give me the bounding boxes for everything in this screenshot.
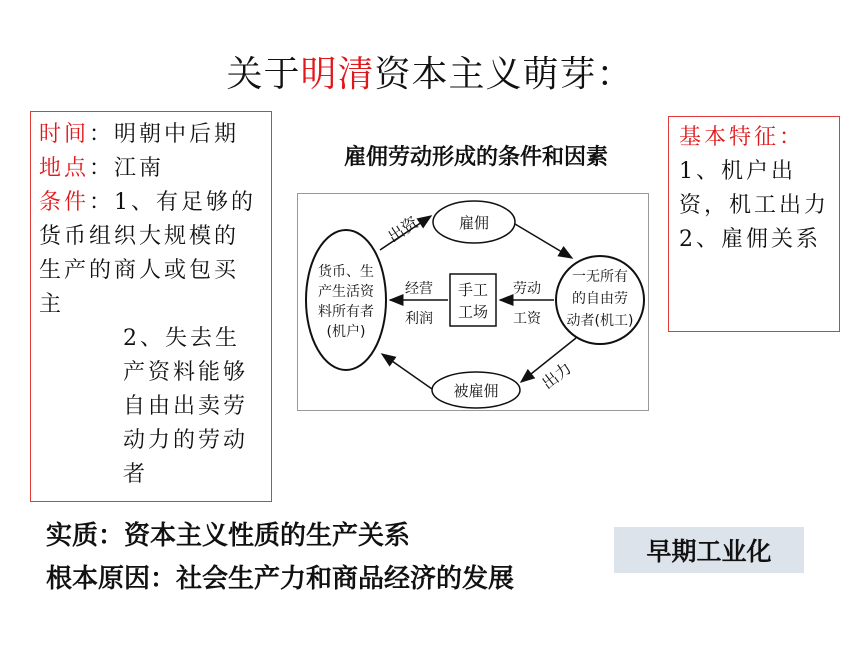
invest-label: 出资 — [384, 212, 422, 247]
time-value: ：明朝中后期 — [89, 122, 240, 147]
place-value: ：江南 — [89, 156, 165, 181]
time-line — [39, 118, 263, 152]
profit-label-1: 经营 — [405, 281, 433, 297]
place-label: 地点 — [39, 156, 90, 181]
owner-node — [306, 230, 386, 370]
owner-text-4: (机户) — [326, 324, 366, 340]
worker-text-1: 一无所有 — [572, 269, 628, 285]
time-label: 时间 — [39, 122, 90, 147]
worker-text-3: 动者(机工) — [566, 313, 634, 329]
condition-label: 条件 — [39, 190, 90, 215]
wage-label-2: 工资 — [513, 311, 541, 327]
workshop-text-2: 工场 — [457, 303, 489, 321]
title-post: 资本主义萌芽： — [374, 54, 634, 95]
features-box — [668, 116, 840, 332]
employment-diagram — [297, 193, 649, 411]
condition-2: 2、失去生产资料能够自由出卖劳动力的劳动者 — [123, 326, 249, 487]
feature-1: 1、机户出资，机工出力 — [679, 159, 830, 218]
root-cause-line: 根本原因：社会生产力和商品经济的发展 — [46, 564, 515, 594]
diagram-title: 雇佣劳动形成的条件和因素 — [343, 145, 608, 170]
industrialization-tag: 早期工业化 — [614, 527, 804, 573]
condition-line-2 — [39, 322, 263, 492]
title-pre: 关于 — [226, 54, 301, 95]
arrow-hired-to-owner — [382, 354, 432, 389]
arrow-hire-to-worker — [515, 224, 572, 258]
essence-line: 实质：资本主义性质的生产关系 — [46, 521, 411, 551]
wage-label-1: 劳动 — [513, 281, 541, 297]
hire-text: 雇佣 — [458, 214, 490, 232]
hired-text: 被雇佣 — [453, 382, 499, 400]
workshop-text-1: 手工 — [457, 281, 489, 299]
title-highlight: 明清 — [300, 54, 375, 95]
profit-label-2: 利润 — [405, 311, 433, 327]
conditions-box — [30, 111, 272, 502]
labor-label: 出力 — [538, 358, 576, 394]
page-title — [0, 46, 860, 97]
condition-1: ：1、有足够的货币组织大规模的生产的商人或包买主 — [39, 190, 257, 317]
condition-line-1 — [39, 186, 263, 322]
feature-2: 2、雇佣关系 — [679, 227, 821, 252]
worker-text-2: 的自由劳 — [572, 291, 628, 307]
owner-text-3: 料所有者 — [318, 304, 374, 320]
owner-text-2: 产生活资 — [318, 284, 374, 300]
place-line — [39, 152, 263, 186]
diagram-svg — [298, 194, 648, 410]
features-heading: 基本特征： — [679, 125, 805, 150]
owner-text-1: 货币、生 — [318, 264, 374, 280]
